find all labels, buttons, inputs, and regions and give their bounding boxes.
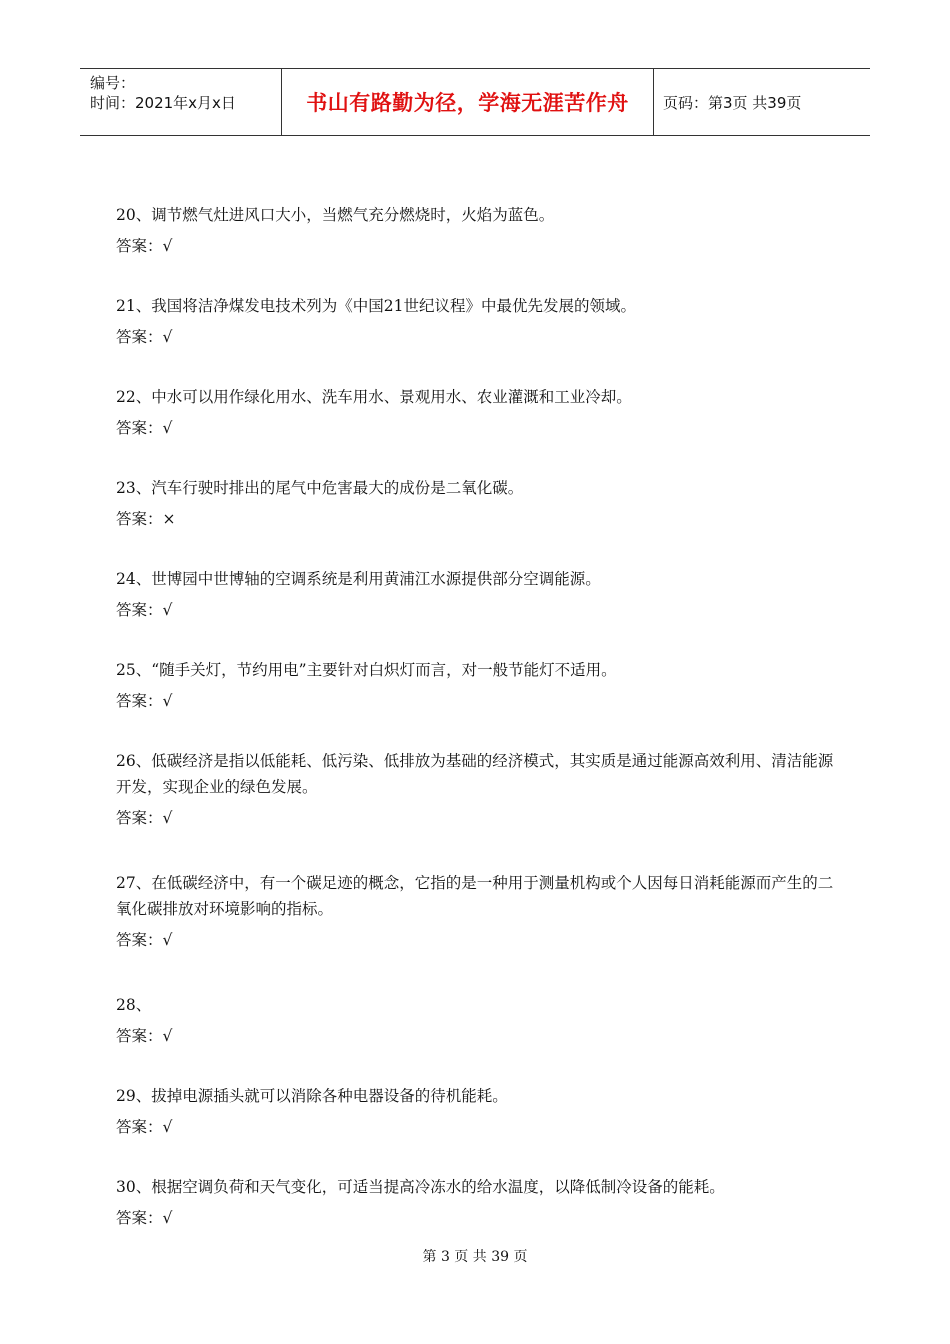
answer-line [116, 927, 846, 953]
answer-label: 答案： [116, 601, 163, 619]
answer-line [116, 324, 846, 350]
answer-label: 答案： [116, 1118, 163, 1136]
question-item [116, 1083, 846, 1140]
answer-label: 答案： [116, 419, 163, 437]
answer-mark: √ [162, 1027, 173, 1045]
question-text: 29、拔掉电源插头就可以消除各种电器设备的待机能耗。 [116, 1087, 508, 1105]
answer-mark: √ [162, 237, 173, 255]
answer-label: 答案： [116, 692, 163, 710]
question-text: 22、中水可以用作绿化用水、洗车用水、景观用水、农业灌溉和工业冷却。 [116, 388, 632, 406]
question-text: 26、低碳经济是指以低能耗、低污染、低排放为基础的经济模式，其实质是通过能源高效利用、清洁能源开发，实现企业的绿色发展。 [116, 752, 834, 796]
header-page-info [654, 69, 870, 135]
question-text: 28、 [116, 996, 152, 1014]
question-item [116, 1174, 846, 1231]
question-text: 25、“随手关灯，节约用电”主要针对白炽灯而言，对一般节能灯不适用。 [116, 661, 617, 679]
answer-mark: √ [162, 419, 173, 437]
page-info-text: 页码：第3页 共39页 [663, 93, 802, 112]
page-footer: 第 3 页 共 39 页 [422, 1249, 528, 1265]
question-item [116, 202, 846, 259]
answer-line [116, 506, 846, 532]
question-text: 21、我国将洁净煤发电技术列为《中国21世纪议程》中最优先发展的领域。 [116, 297, 636, 315]
question-item [116, 748, 846, 831]
answer-mark: √ [162, 1118, 173, 1136]
question-item [116, 475, 846, 532]
answer-line [116, 1023, 846, 1049]
answer-line [116, 688, 846, 714]
page-header [80, 68, 870, 136]
question-item [116, 566, 846, 623]
question-item [116, 870, 846, 953]
answer-mark: √ [162, 809, 173, 827]
answer-label: 答案： [116, 328, 163, 346]
question-text: 23、汽车行驶时排出的尾气中危害最大的成份是二氧化碳。 [116, 479, 524, 497]
answer-label: 答案： [116, 237, 163, 255]
answer-mark: √ [162, 1209, 173, 1227]
answer-label: 答案： [116, 1027, 163, 1045]
answer-mark: √ [162, 601, 173, 619]
question-item [116, 384, 846, 441]
question-item [116, 657, 846, 714]
answer-line [116, 1114, 846, 1140]
question-text: 30、根据空调负荷和天气变化，可适当提高冷冻水的给水温度，以降低制冷设备的能耗。 [116, 1178, 725, 1196]
answer-line [116, 1205, 846, 1231]
question-item [116, 293, 846, 350]
answer-label: 答案： [116, 931, 163, 949]
serial-number-label: 编号： [90, 74, 136, 92]
answer-mark: √ [162, 328, 173, 346]
question-text: 24、世博园中世博轴的空调系统是利用黄浦江水源提供部分空调能源。 [116, 570, 601, 588]
answer-line [116, 805, 846, 831]
answer-line [116, 597, 846, 623]
date-label: 时间：2021年x月x日 [90, 94, 236, 112]
answer-mark: √ [162, 931, 173, 949]
answer-label: 答案： [116, 809, 163, 827]
answer-label: 答案： [116, 1209, 163, 1227]
answer-line [116, 233, 846, 259]
answer-mark: × [162, 510, 176, 528]
question-text: 27、在低碳经济中，有一个碳足迹的概念，它指的是一种用于测量机构或个人因每日消耗能源而产生的二氧化碳排放对环境影响的指标。 [116, 874, 834, 918]
header-motto-cell [281, 69, 654, 135]
answer-mark: √ [162, 692, 173, 710]
answer-line [116, 415, 846, 441]
motto-text: 书山有路勤为径，学海无涯苦作舟 [306, 91, 629, 115]
question-text: 20、调节燃气灶进风口大小，当燃气充分燃烧时，火焰为蓝色。 [116, 206, 555, 224]
question-item [116, 992, 846, 1049]
header-meta [80, 69, 281, 135]
answer-label: 答案： [116, 510, 163, 528]
